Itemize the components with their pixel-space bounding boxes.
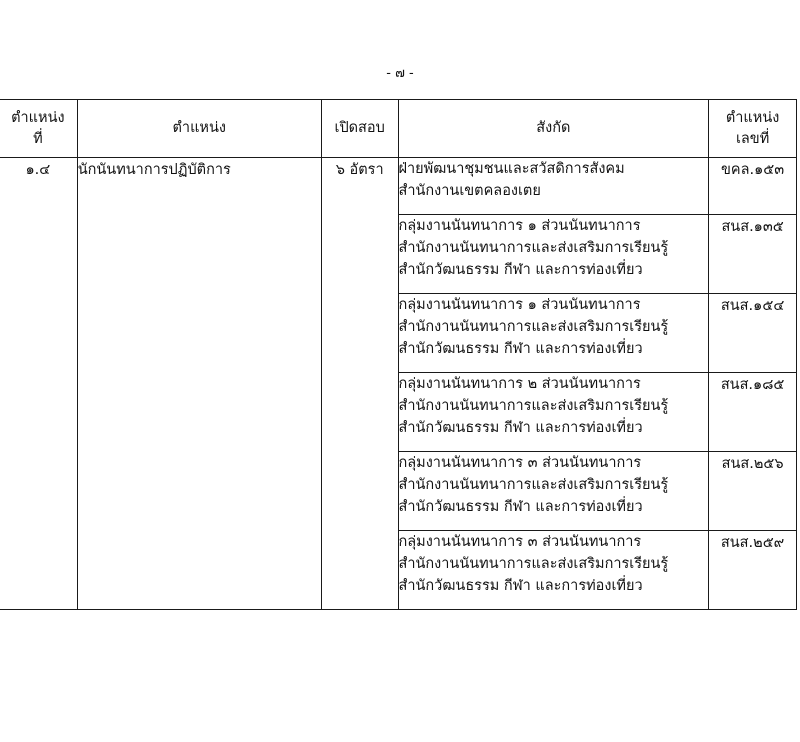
department-cell bbox=[398, 373, 709, 452]
department-line: ฝ่ายพัฒนาชุมชนและสวัสดิการสังคม bbox=[398, 161, 625, 177]
table-header-row bbox=[0, 100, 797, 158]
open-count-cell: ๖ อัตรา bbox=[321, 158, 398, 610]
department-cell bbox=[398, 294, 709, 373]
header-position-no bbox=[0, 100, 77, 158]
department-line: กลุ่มงานนันทนาการ ๓ ส่วนนันทนาการ bbox=[398, 534, 642, 550]
department-line: สำนักวัฒนธรรม กีฬา และการท่องเที่ยว bbox=[398, 262, 643, 278]
department-line: สำนักวัฒนธรรม กีฬา และการท่องเที่ยว bbox=[398, 341, 643, 357]
header-position-num bbox=[709, 100, 797, 158]
header-position: ตำแหน่ง bbox=[77, 100, 321, 158]
department-cell bbox=[398, 531, 709, 610]
position-number-cell: สนส.๒๕๖ bbox=[709, 452, 797, 531]
department-line: สำนักงานนันทนาการและส่งเสริมการเรียนรู้ bbox=[398, 556, 669, 572]
department-line: สำนักงานนันทนาการและส่งเสริมการเรียนรู้ bbox=[398, 477, 669, 493]
position-title-cell: นักนันทนาการปฏิบัติการ bbox=[77, 158, 321, 610]
department-line: สำนักวัฒนธรรม กีฬา และการท่องเที่ยว bbox=[398, 499, 643, 515]
department-line: สำนักวัฒนธรรม กีฬา และการท่องเที่ยว bbox=[398, 578, 643, 594]
department-cell bbox=[398, 215, 709, 294]
department-line: สำนักงานเขตคลองเตย bbox=[398, 183, 541, 199]
header-position-num-line1: ตำแหน่ง bbox=[725, 109, 780, 126]
department-cell bbox=[398, 158, 709, 215]
position-number-cell: ขคล.๑๕๓ bbox=[709, 158, 797, 215]
department-line: กลุ่มงานนันทนาการ ๑ ส่วนนันทนาการ bbox=[398, 297, 641, 313]
position-no-cell: ๑.๔ bbox=[0, 158, 77, 610]
department-line: สำนักงานนันทนาการและส่งเสริมการเรียนรู้ bbox=[398, 319, 669, 335]
position-number-cell: สนส.๑๘๕ bbox=[709, 373, 797, 452]
positions-table bbox=[0, 99, 797, 610]
department-line: สำนักงานนันทนาการและส่งเสริมการเรียนรู้ bbox=[398, 398, 669, 414]
department-line: กลุ่มงานนันทนาการ ๑ ส่วนนันทนาการ bbox=[398, 218, 641, 234]
department-line: สำนักงานนันทนาการและส่งเสริมการเรียนรู้ bbox=[398, 240, 669, 256]
position-number-cell: สนส.๒๕๙ bbox=[709, 531, 797, 610]
department-line: กลุ่มงานนันทนาการ ๓ ส่วนนันทนาการ bbox=[398, 455, 642, 471]
header-open: เปิดสอบ bbox=[321, 100, 398, 158]
header-position-num-line2: เลขที่ bbox=[735, 130, 770, 147]
department-line: สำนักวัฒนธรรม กีฬา และการท่องเที่ยว bbox=[398, 420, 643, 436]
department-cell bbox=[398, 452, 709, 531]
position-number-cell: สนส.๑๓๕ bbox=[709, 215, 797, 294]
header-position-no-line2: ที่ bbox=[33, 130, 43, 147]
header-department: สังกัด bbox=[398, 100, 709, 158]
position-number-cell: สนส.๑๕๔ bbox=[709, 294, 797, 373]
header-position-no-line1: ตำแหน่ง bbox=[11, 109, 65, 126]
department-line: กลุ่มงานนันทนาการ ๒ ส่วนนันทนาการ bbox=[398, 376, 641, 392]
page-number: - ๗ - bbox=[386, 66, 414, 81]
table-row bbox=[0, 158, 797, 215]
